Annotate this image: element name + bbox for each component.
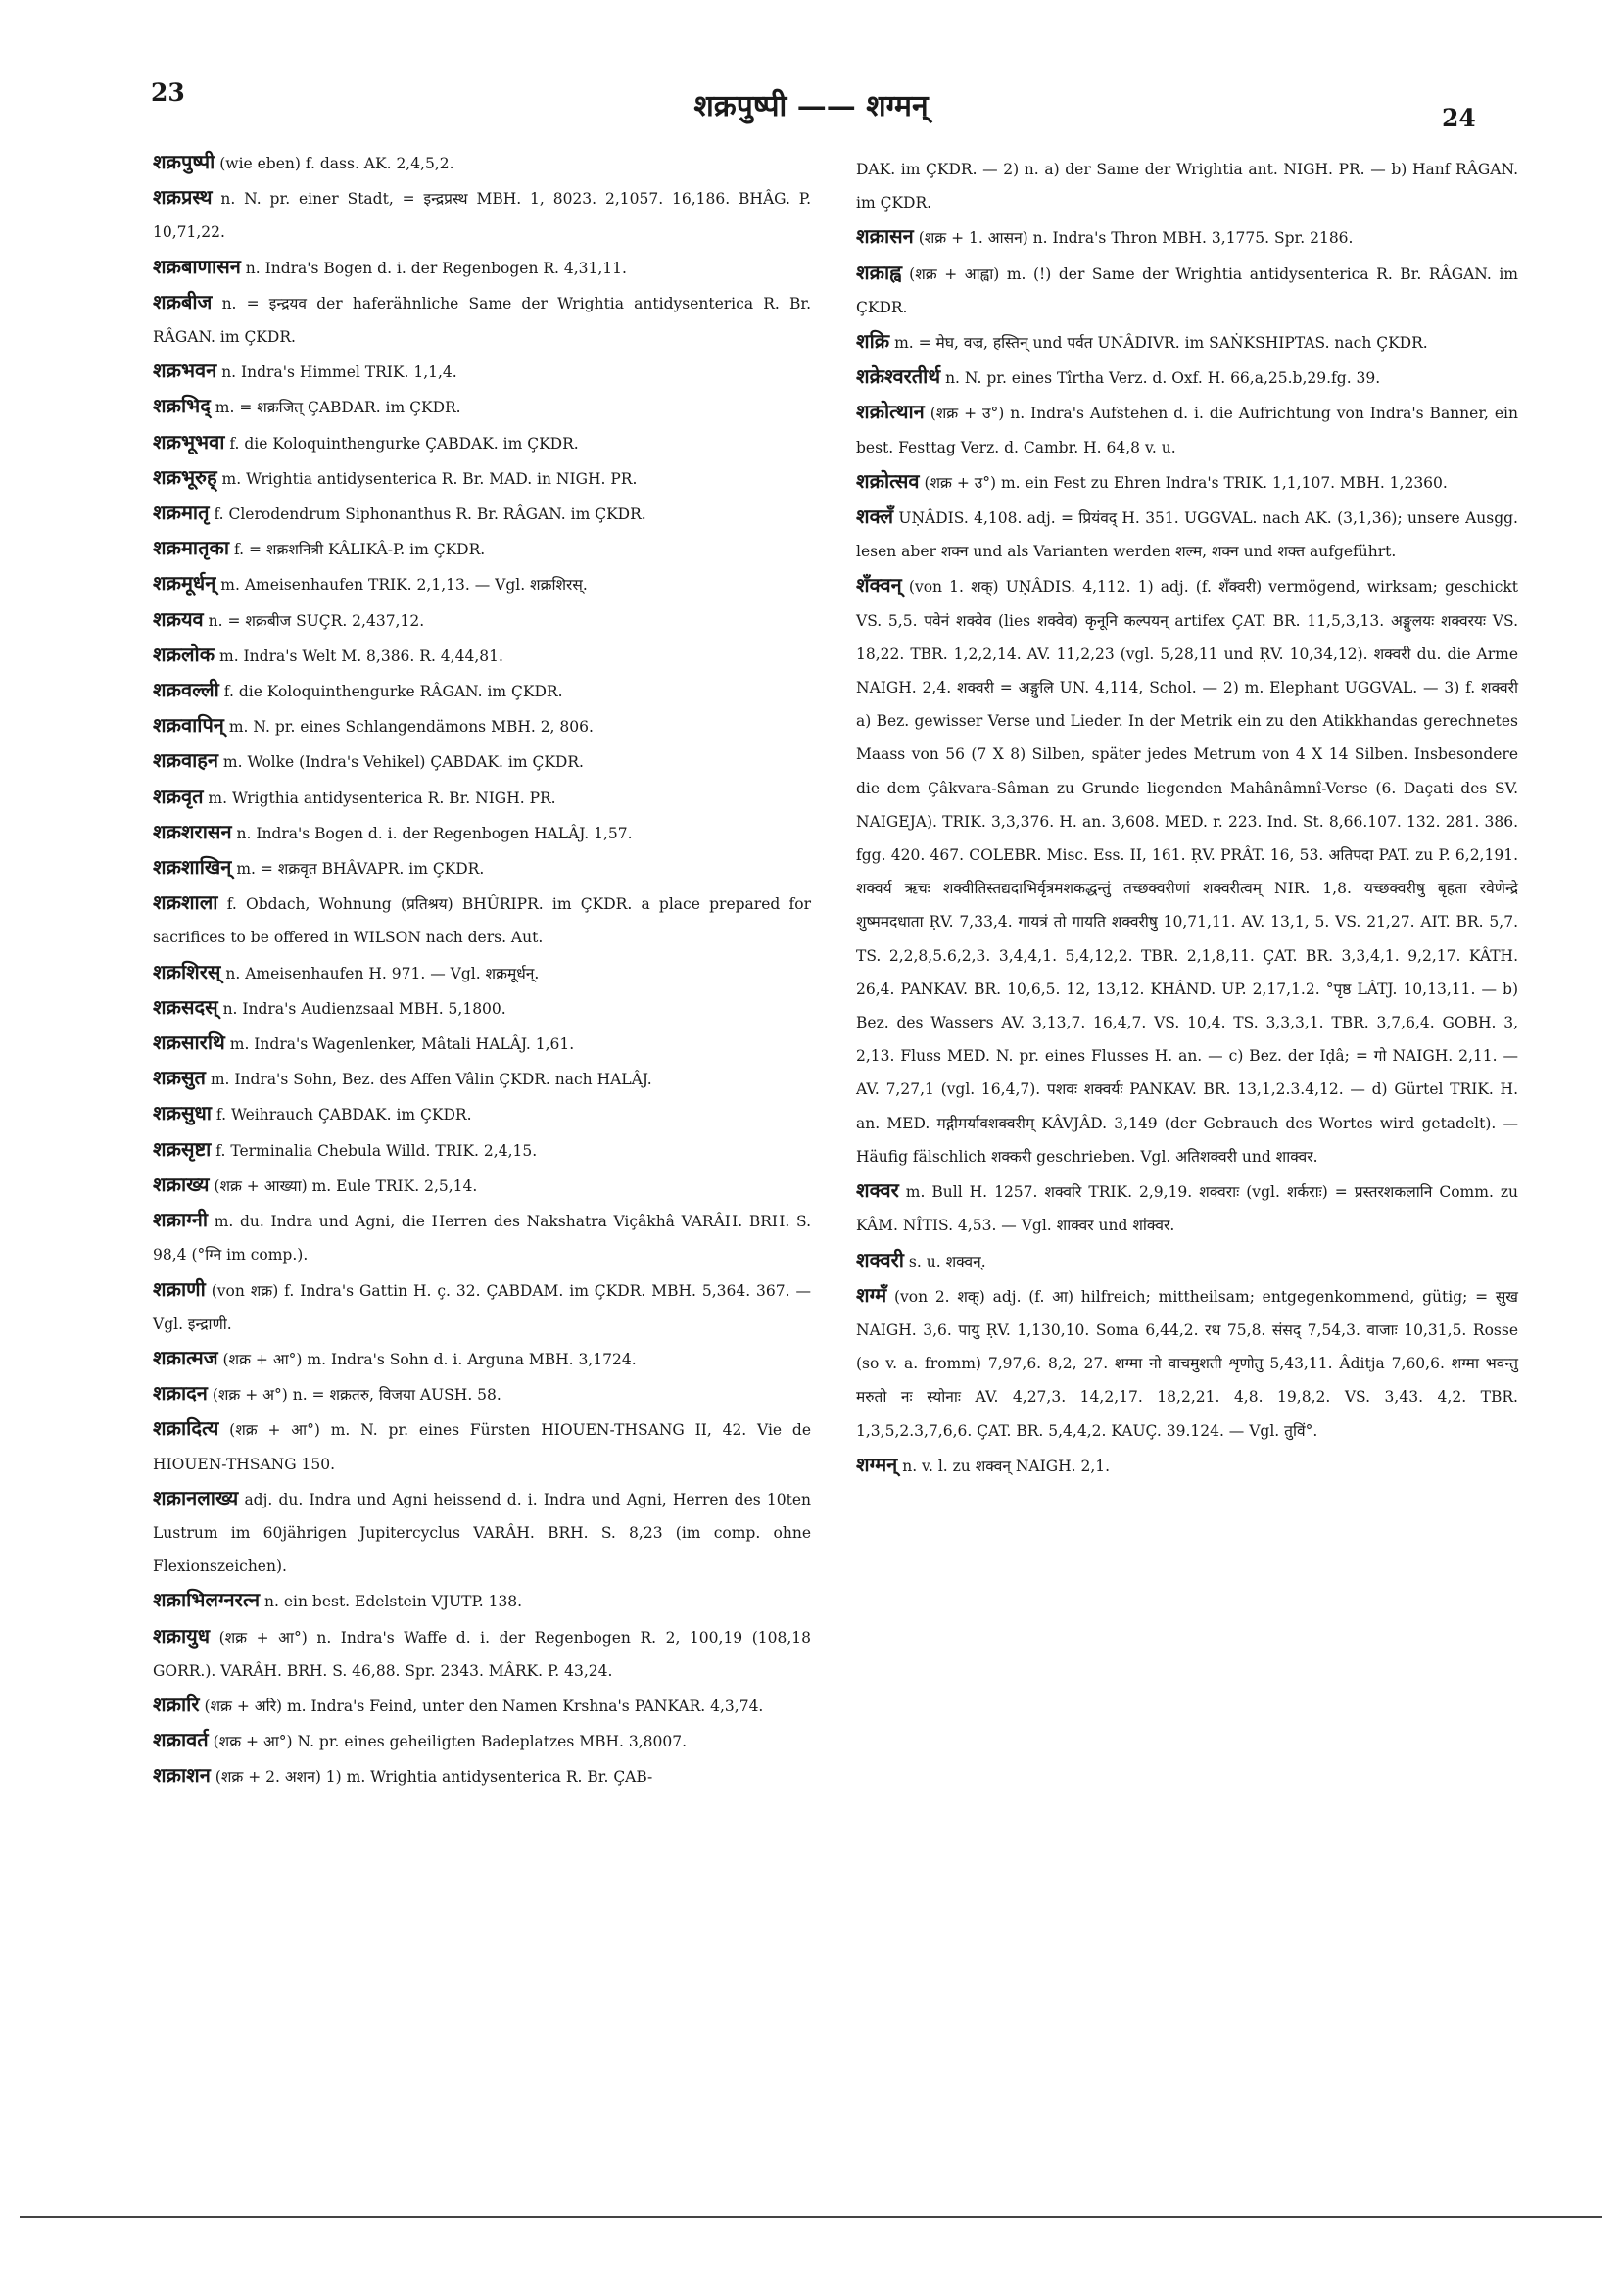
entry-text: n. Indra's Bogen d. i. der Regenbogen HALÂJ. 1,57. — [236, 824, 633, 842]
entry-text: f. Clerodendrum Siphonanthus R. Br. RÂGAN. im ÇKDR. — [214, 505, 646, 524]
headword: शक्राग्नी — [153, 1208, 209, 1232]
headword: शक्रभिद् — [153, 394, 211, 418]
entry-text: n. = इन्द्रयव der haferähnliche Same der Wrightia antidysenterica R. Br. RÂGAN. im ÇKDR. — [153, 294, 811, 347]
entry-text: m. Wrightia antidysenterica R. Br. MAD. in NIGH. PR. — [221, 469, 638, 488]
entry-text: n. ein best. Edelstein VJUTP. 138. — [264, 1593, 523, 1611]
headword: शक्राख्य — [153, 1172, 210, 1196]
headword: शक्रमूर्धन् — [153, 571, 216, 596]
dictionary-entry — [153, 1272, 811, 1341]
dictionary-entry — [153, 1168, 811, 1203]
entry-text: UṆÂDIS. 4,108. adj. = प्रियंवद् H. 351. UGGVAL. nach AK. (3,1,36); unsere Ausgg. lesen aber शक्न und als Varianten werden शल्म, शक्न und शक्त aufgeführt. — [856, 509, 1518, 561]
dictionary-entry — [153, 743, 811, 779]
entry-text: (शक्र + अरि) m. Indra's Feind, unter den Namen Krshna's PANKAR. 4,3,74. — [204, 1697, 764, 1715]
dictionary-entry — [856, 464, 1518, 500]
dictionary-entry — [153, 638, 811, 673]
entry-text: (शक्र + आ°) n. Indra's Waffe d. i. der Regenbogen R. 2, 100,19 (108,18 GORR.). VARÂH. BRH. S. 46,88. Spr. 2343. MÂRK. P. 43,24. — [153, 1628, 811, 1680]
headword: शक्रबीज — [153, 289, 213, 313]
dictionary-entry — [153, 250, 811, 285]
entry-text: f. Terminalia Chebula Willd. TRIK. 2,4,15. — [215, 1141, 538, 1160]
headword: शक्राभिलग्नरत्न — [153, 1588, 261, 1612]
entry-text: f. Obdach, Wohnung (प्रतिश्रय) BHÛRIPR. im ÇKDR. a place prepared for sacrifices to be offered in WILSON nach ders. Aut. — [153, 895, 811, 947]
entry-text: f. die Koloquinthengurke RÂGAN. im ÇKDR. — [223, 683, 563, 701]
headword: शक्रादित्य — [153, 1416, 219, 1441]
right-page-number: 24 — [1442, 104, 1476, 132]
dictionary-entry — [856, 359, 1518, 395]
headword: शक्रसुत — [153, 1066, 206, 1090]
entry-text: f. die Koloquinthengurke ÇABDAK. im ÇKDR. — [229, 434, 579, 453]
headword: शक्रभूरुह् — [153, 464, 217, 489]
dictionary-entry — [153, 460, 811, 496]
entry-text: (शक्र + अ°) n. = शक्रतरु, विजया AUSH. 58. — [212, 1386, 501, 1405]
headword: शक्वरी — [856, 1247, 904, 1271]
right-column — [856, 151, 1518, 1483]
headword: शक्रारि — [153, 1692, 200, 1716]
headword: शक्रायुध — [153, 1623, 211, 1648]
headword: शक्रात्मज — [153, 1345, 218, 1369]
dictionary-entry — [856, 395, 1518, 463]
entry-text: m. Ameisenhaufen TRIK. 2,1,13. — Vgl. शक्रशिरस्. — [220, 576, 588, 595]
entry-text: m. Indra's Sohn, Bez. des Affen Vâlin ÇKDR. nach HALÂJ. — [210, 1071, 652, 1089]
dictionary-entry — [856, 1448, 1518, 1483]
entry-text: n. N. pr. einer Stadt, = इन्द्रप्रस्थ MBH. 1, 8023. 2,1057. 16,186. BHÂG. P. 10,71,22. — [153, 190, 811, 242]
headword: शक्राह्व — [856, 260, 902, 284]
left-page-number: 23 — [151, 78, 185, 107]
entry-text: (शक्र + 1. आसन) n. Indra's Thron MBH. 3,1775. Spr. 2186. — [918, 229, 1354, 248]
headword: शक्रमातृ — [153, 501, 210, 525]
entry-text: f. = शक्रशनित्री KÂLIKÂ-P. im ÇKDR. — [233, 541, 486, 559]
entry-text: m. = शक्रवृत BHÂVAPR. im ÇKDR. — [236, 860, 485, 879]
entry-text: (von 1. शक्) UṆÂDIS. 4,112. 1) adj. (f. शँक्वरी) vermögend, wirksam; geschickt VS. 5,5. पवेनं शक्वेव (lies शक्वेव) कृनूनि कल्पयन् artifex ÇAT. BR. 11,5,3,13. अङ्गुलयः शक्वरयः VS. 18,22. TBR. 1,2,2,14. AV. 11,2,23 (vgl. 5,28,11 und ṚV. 10,34,12). शक्वरी du. die Arme NAIGH. 2,4. शक्वरी = अङ्गुलि UN. 4,114, Schol. — 2) m. Elephant UGGVAL. — 3) f. शक्वरी a) Bez. gewisser Verse und Lieder. In der Metrik ein zu den Atikkhandas gerechnetes Maass von 56 (7 X 8) Silben, später jedes Metrum von 4 X 14 Silben. Insbesondere die dem Çâkvara-Sâman zu Grunde liegenden Mahânâmnî-Verse (6. Daçati des SV. NAIGEJA). TRIK. 3,3,376. H. an. 3,608. MED. r. 223. Ind. St. 8,66.107. 132. 281. 386. fgg. 420. 467. COLEBR. Misc. Ess. II, 161. ṚV. PRÂT. 16, 53. अतिपदा PAT. zu P. 6,2,191. शक्वर्य ऋचः शक्वीतिस्तद्यदाभिर्वृत्रमशकद्धन्तुं तच्छक्वरीणां शक्वरीत्वम् NIR. 1,8. यच्छक्वरीषु बृहता रवेणेन्द्रे शुष्ममदधाता ṚV. 7,33,4. गायत्रं तो गायति शक्वरीषु 10,71,11. AV. 13,1, 5. VS. 21,27. AIT. BR. 5,7. TS. 2,2,8,5.6,2,3. 3,4,4,1. 5,4,12,2. TBR. 2,1,8,11. ÇAT. BR. 3,3,4,1. 9,2,17. KÂTH. 26,4. PANKAV. BR. 10,6,5. 12, 13,12. KHÂND. UP. 2,17,1.2. °पृष्ठ LÂTJ. 10,13,11. — b) Bez. des Wassers AV. 3,13,7. 16,4,7. VS. 10,4. TS. 3,3,3,1. TBR. 3,7,6,4. GOBH. 3, 2,13. Fluss MED. N. pr. eines Flusses H. an. — c) Bez. der Iḍâ; = गो NAIGH. 2,11. — AV. 7,27,1 (vgl. 16,4,7). पशवः शक्वर्यः PANKAV. BR. 13,1,2.3.4,12. — d) Gürtel TRIK. H. an. MED. मद्गीमर्यावशक्वरीम् KÂVJÂD. 3,149 (der Gebrauch des Wortes wird getadelt). — Häufig fälschlich शक्करी geschrieben. Vgl. अतिशक्वरी und शाक्वर. — [856, 578, 1518, 1166]
headword: शक्रसदस् — [153, 994, 218, 1019]
entry-text: (शक्र + आ°) m. Indra's Sohn d. i. Arguna MBH. 3,1724. — [222, 1350, 637, 1368]
headword: शक्वर — [856, 1178, 899, 1203]
entry-text: n. Indra's Bogen d. i. der Regenbogen R. 4,31,11. — [245, 259, 627, 277]
entry-text: (शक्र + उ°) m. ein Fest zu Ehren Indra's TRIK. 1,1,107. MBH. 1,2360. — [924, 473, 1448, 492]
dictionary-entry — [153, 1132, 811, 1168]
entry-text: n. Indra's Audienzsaal MBH. 5,1800. — [222, 999, 506, 1018]
dictionary-entry — [153, 531, 811, 566]
dictionary-entry — [153, 354, 811, 389]
entry-text: (शक्र + 2. अशन) 1) m. Wrightia antidysenterica R. Br. ÇAB- — [215, 1768, 653, 1787]
headword: शग्मँ — [856, 1282, 887, 1307]
dictionary-entry — [856, 219, 1518, 255]
dictionary-entry — [153, 1723, 811, 1758]
dictionary-entry — [153, 1376, 811, 1411]
dictionary-entry — [153, 708, 811, 743]
headword: शक्रादन — [153, 1381, 208, 1406]
dictionary-entry — [153, 1026, 811, 1061]
entry-text: n. v. l. zu शक्वन् NAIGH. 2,1. — [902, 1457, 1111, 1475]
entry-text: n. Ameisenhaufen H. 971. — Vgl. शक्रमूर्धन्. — [225, 964, 540, 982]
entry-text: m. N. pr. eines Schlangendämons MBH. 2, 806. — [228, 718, 594, 737]
entry-text: (von 2. शक्) adj. (f. आ) hilfreich; mittheilsam; entgegenkommend, gütig; = सुख NAIGH. 3,6. पायु ṚV. 1,130,10. Soma 6,44,2. रथ 75,8. संसद् 7,54,3. वाजाः 10,31,5. Rosse (so v. a. fromm) 7,97,6. 8,2, 27. शग्मा नो वाचमुशती शृणोतु 5,43,11. Âditja 7,60,6. शग्मा भवन्तु मरुतो नः स्योनाः AV. 4,27,3. 14,2,17. 18,2,21. 4,8. 19,8,2. VS. 3,43. 4,2. TBR. 1,3,5,2.3,7,6,6. ÇAT. BR. 5,4,4,2. KAUÇ. 39.124. — Vgl. तुविं°. — [856, 1287, 1518, 1440]
left-column — [153, 145, 811, 1794]
dictionary-entry — [856, 256, 1518, 324]
bottom-rule — [20, 2216, 1602, 2218]
headword: शग्मन् — [856, 1452, 898, 1476]
headword: शँक्वन् — [856, 573, 902, 598]
headword: शक्रि — [856, 329, 890, 354]
entry-text: m. = मेघ, वज्र, हस्तिन् und पर्वत UNÂDIVR. im SAṄKSHIPTAS. nach ÇKDR. — [894, 334, 1428, 353]
headword: शक्लँ — [856, 504, 894, 529]
headword: शक्रसुधा — [153, 1101, 212, 1125]
entry-text: n. = शक्रबीज SUÇR. 2,437,12. — [208, 611, 425, 630]
headword: शक्रमातृका — [153, 536, 230, 560]
dictionary-entry — [856, 324, 1518, 359]
headword: शक्राणी — [153, 1276, 206, 1301]
headword: शक्रासन — [856, 224, 914, 249]
dictionary-entry — [856, 1278, 1518, 1448]
dictionary-entry — [856, 151, 1518, 219]
entry-text: m. Wolke (Indra's Vehikel) ÇABDAK. im ÇKDR. — [222, 753, 584, 772]
headword: शक्रशाखिन् — [153, 855, 232, 880]
headword: शक्रभूभवा — [153, 429, 225, 454]
dictionary-entry — [153, 389, 811, 424]
dictionary-entry — [153, 1061, 811, 1096]
entry-text: m. Indra's Welt M. 8,386. R. 4,44,81. — [219, 646, 503, 665]
headword: शक्रभवन — [153, 359, 217, 383]
headword: शक्रानलाख्य — [153, 1485, 239, 1509]
entry-text: s. u. शक्वन्. — [908, 1252, 986, 1270]
headword: शक्रवाहन — [153, 748, 218, 773]
dictionary-entry — [153, 1583, 811, 1618]
entry-text: n. Indra's Himmel TRIK. 1,1,4. — [221, 363, 457, 382]
dictionary-entry — [153, 1411, 811, 1480]
dictionary-entry — [856, 1173, 1518, 1242]
headword: शक्रशरासन — [153, 819, 232, 843]
dictionary-entry — [153, 1619, 811, 1688]
entry-text: (शक्र + उ°) n. Indra's Aufstehen d. i. die Aufrichtung von Indra's Banner, ein best. Festtag Verz. d. Cambr. H. 64,8 v. u. — [856, 405, 1518, 456]
dictionary-entry — [153, 425, 811, 460]
headword: शक्रवृत — [153, 784, 204, 808]
dictionary-entry — [153, 180, 811, 249]
headword: शक्रशिरस् — [153, 959, 221, 983]
entry-text: m. = शक्रजित् ÇABDAR. im ÇKDR. — [215, 399, 461, 417]
dictionary-entry — [153, 1758, 811, 1794]
dictionary-entry — [153, 780, 811, 815]
dictionary-entry — [153, 602, 811, 638]
headword: शक्रपुष्पी — [153, 150, 215, 173]
headword: शक्रोत्थान — [856, 400, 925, 424]
entry-text: DAK. im ÇKDR. — 2) n. a) der Same der Wrightia ant. NIGH. PR. — b) Hanf RÂGAN. im ÇKDR. — [856, 161, 1518, 213]
entry-text: (शक्र + आ°) N. pr. eines geheiligten Badeplatzes MBH. 3,8007. — [213, 1733, 688, 1751]
headword: शक्रवापिन् — [153, 713, 224, 738]
dictionary-entry — [153, 673, 811, 708]
dictionary-entry — [856, 1243, 1518, 1278]
dictionary-entry — [153, 1096, 811, 1131]
headword: शक्रशाला — [153, 890, 218, 915]
entry-text: (शक्र + आह्वा) m. (!) der Same der Wrightia antidysenterica R. Br. RÂGAN. im ÇKDR. — [856, 264, 1518, 316]
dictionary-entry — [153, 285, 811, 354]
dictionary-entry — [153, 145, 811, 180]
headword: शक्रेश्वरतीर्थ — [856, 364, 941, 389]
headword: शक्रयव — [153, 606, 204, 631]
dictionary-entry — [153, 990, 811, 1026]
dictionary-entry — [856, 500, 1518, 568]
entry-text: (von शक्र) f. Indra's Gattin H. ç. 32. ÇABDAM. im ÇKDR. MBH. 5,364. 367. — Vgl. इन्द्राणी. — [153, 1281, 811, 1333]
dictionary-entry — [153, 885, 811, 954]
entry-text: (शक्र + आ°) m. N. pr. eines Fürsten HIOUEN-THSANG II, 42. Vie de HIOUEN-THSANG 150. — [153, 1421, 811, 1473]
entry-text: adj. du. Indra und Agni heissend d. i. Indra und Agni, Herren des 10ten Lustrum im 60jährigen Jupitercyclus VARÂH. BRH. S. 8,23 (im comp. ohne Flexionszeichen). — [153, 1490, 811, 1576]
headword: शक्रोत्सव — [856, 468, 920, 493]
dictionary-entry — [153, 1688, 811, 1723]
running-head: शक्रपुष्पी —— शग्मन् — [693, 89, 929, 123]
dictionary-entry — [153, 1481, 811, 1584]
dictionary-entry — [856, 568, 1518, 1173]
headword: शक्रसारथि — [153, 1030, 225, 1055]
headword: शक्रावर्त — [153, 1728, 209, 1752]
entry-text: m. du. Indra und Agni, die Herren des Nakshatra Viçâkhâ VARÂH. BRH. S. 98,4 (°ग्नि im comp.). — [153, 1213, 811, 1265]
headword: शक्रसृष्टा — [153, 1136, 212, 1161]
dictionary-entry — [153, 566, 811, 601]
headword: शक्रवल्ली — [153, 678, 219, 702]
dictionary-entry — [153, 850, 811, 885]
dictionary-entry — [153, 1341, 811, 1376]
dictionary-entry — [153, 1203, 811, 1271]
entry-text: (wie eben) f. dass. AK. 2,4,5,2. — [219, 155, 454, 172]
entry-text: m. Wrigthia antidysenterica R. Br. NIGH. PR. — [208, 789, 556, 807]
headword: शक्रलोक — [153, 642, 215, 666]
entry-text: m. Indra's Wagenlenker, Mâtali HALÂJ. 1,61. — [229, 1035, 575, 1054]
dictionary-entry — [153, 955, 811, 990]
entry-text: (शक्र + आख्या) m. Eule TRIK. 2,5,14. — [214, 1176, 478, 1195]
headword: शक्रबाणासन — [153, 254, 241, 278]
entry-text: m. Bull H. 1257. शक्वरि TRIK. 2,9,19. शक्वराः (vgl. शर्कराः) = प्रस्तरशकलानि Comm. zu KÂM. NÎTIS. 4,53. — Vgl. शाक्वर und शांक्वर. — [856, 1183, 1518, 1235]
dictionary-entry — [153, 496, 811, 531]
headword: शक्रप्रस्थ — [153, 185, 213, 210]
entry-text: f. Weihrauch ÇABDAK. im ÇKDR. — [215, 1106, 472, 1124]
dictionary-entry — [153, 815, 811, 850]
entry-text: n. N. pr. eines Tîrtha Verz. d. Oxf. H. 66,a,25.b,29.fg. 39. — [945, 369, 1381, 388]
headword: शक्राशन — [153, 1763, 211, 1788]
